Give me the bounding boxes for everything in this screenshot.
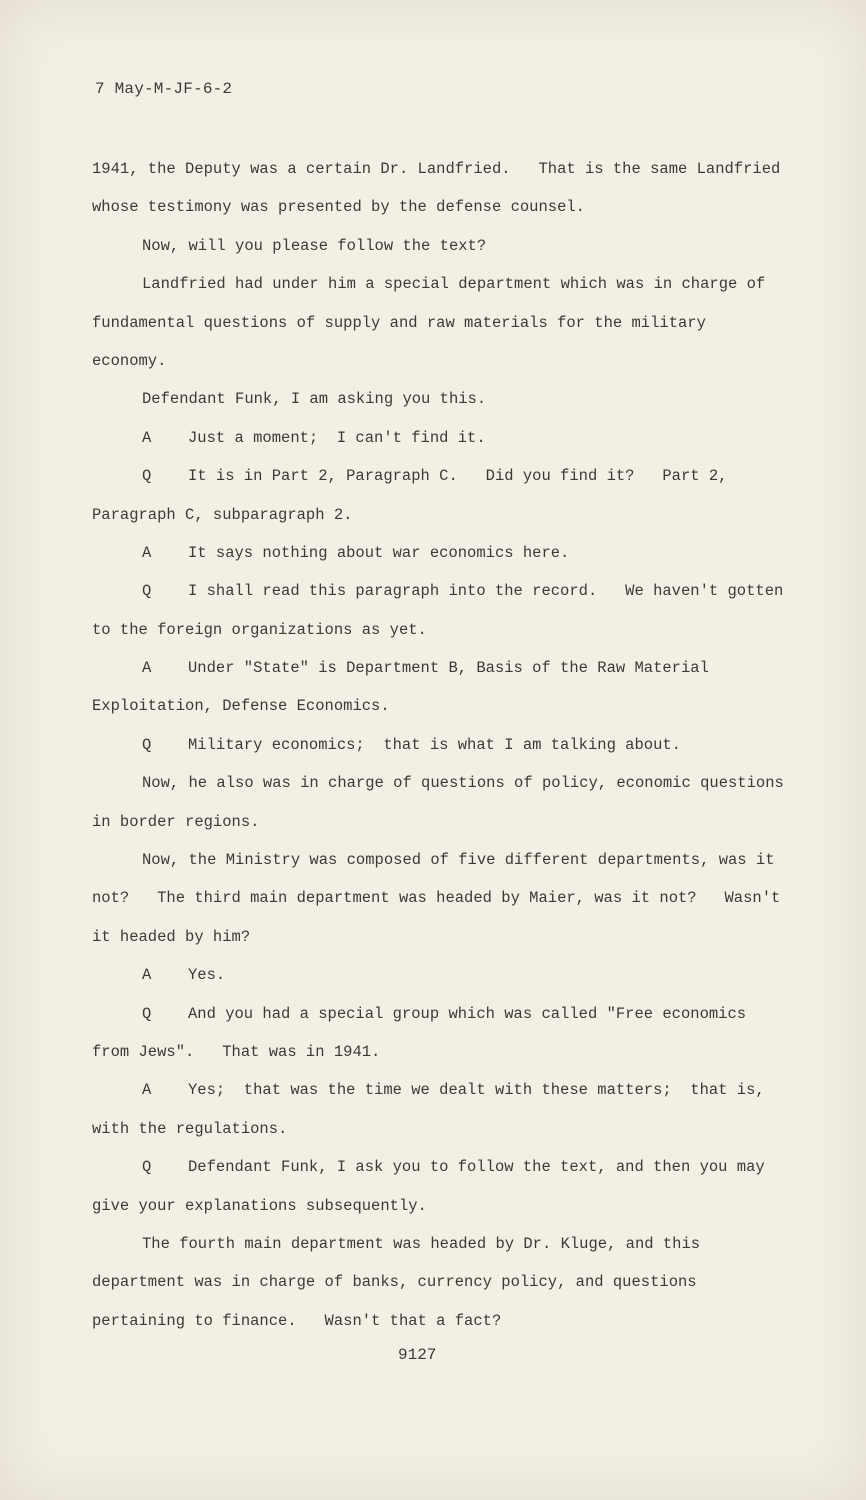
line-17: Now, he also was in charge of questions of policy, economic questions bbox=[142, 774, 784, 793]
transcript-body bbox=[92, 150, 812, 1340]
line-27: Q Defendant Funk, I ask you to follow the text, and then you may bbox=[92, 1148, 812, 1186]
speaker-marker: A bbox=[142, 1081, 152, 1100]
line-24: from Jews". That was in 1941. bbox=[92, 1042, 381, 1061]
line-20: not? The third main department was headed by Maier, was it not? Wasn't bbox=[92, 889, 781, 908]
line-19: Now, the Ministry was composed of five different departments, was it bbox=[142, 851, 775, 870]
line-8: A Just a moment; I can't find it. bbox=[92, 419, 812, 457]
speaker-marker: A bbox=[142, 428, 152, 447]
speaker-marker: Q bbox=[142, 467, 152, 486]
line-4: Landfried had under him a special department which was in charge of bbox=[142, 275, 766, 294]
line-21: it headed by him? bbox=[92, 927, 251, 946]
speaker-marker: A bbox=[142, 543, 152, 562]
line-9: Q It is in Part 2, Paragraph C. Did you find it? Part 2, bbox=[92, 457, 812, 495]
speaker-marker: Q bbox=[142, 1158, 152, 1177]
line-23: Q And you had a special group which was called "Free economics bbox=[92, 995, 812, 1033]
line-1: 1941, the Deputy was a certain Dr. Landfried. That is the same Landfried bbox=[92, 160, 781, 178]
line-2: whose testimony was presented by the defense counsel. bbox=[92, 198, 585, 217]
line-22: A Yes. bbox=[92, 956, 812, 994]
line-10: Paragraph C, subparagraph 2. bbox=[92, 505, 353, 524]
line-12: Q I shall read this paragraph into the record. We haven't gotten bbox=[92, 572, 812, 610]
line-30: department was in charge of banks, currency policy, and questions bbox=[92, 1273, 697, 1292]
line-13: to the foreign organizations as yet. bbox=[92, 620, 427, 639]
line-29: The fourth main department was headed by Dr. Kluge, and this bbox=[142, 1234, 701, 1253]
line-14: A Under "State" is Department B, Basis of the Raw Material bbox=[92, 649, 812, 687]
speaker-marker: A bbox=[142, 966, 152, 985]
line-3: Now, will you please follow the text? bbox=[142, 236, 487, 255]
line-15: Exploitation, Defense Economics. bbox=[92, 697, 390, 716]
line-5: fundamental questions of supply and raw materials for the military bbox=[92, 313, 706, 332]
speaker-marker: A bbox=[142, 659, 152, 678]
speaker-marker: Q bbox=[142, 735, 152, 754]
speaker-marker: Q bbox=[142, 1004, 152, 1023]
line-18: in border regions. bbox=[92, 812, 260, 831]
speaker-marker: Q bbox=[142, 582, 152, 601]
line-26: with the regulations. bbox=[92, 1119, 288, 1138]
page-number: 9127 bbox=[398, 1346, 437, 1364]
line-7: Defendant Funk, I am asking you this. bbox=[142, 390, 487, 409]
document-reference: 7 May-M-JF-6-2 bbox=[95, 80, 233, 98]
line-31: pertaining to finance. Wasn't that a fact? bbox=[92, 1311, 502, 1330]
line-6: economy. bbox=[92, 351, 167, 370]
line-16: Q Military economics; that is what I am talking about. bbox=[92, 726, 812, 764]
line-28: give your explanations subsequently. bbox=[92, 1196, 427, 1215]
line-25: A Yes; that was the time we dealt with these matters; that is, bbox=[92, 1071, 812, 1109]
line-11: A It says nothing about war economics here. bbox=[92, 534, 812, 572]
